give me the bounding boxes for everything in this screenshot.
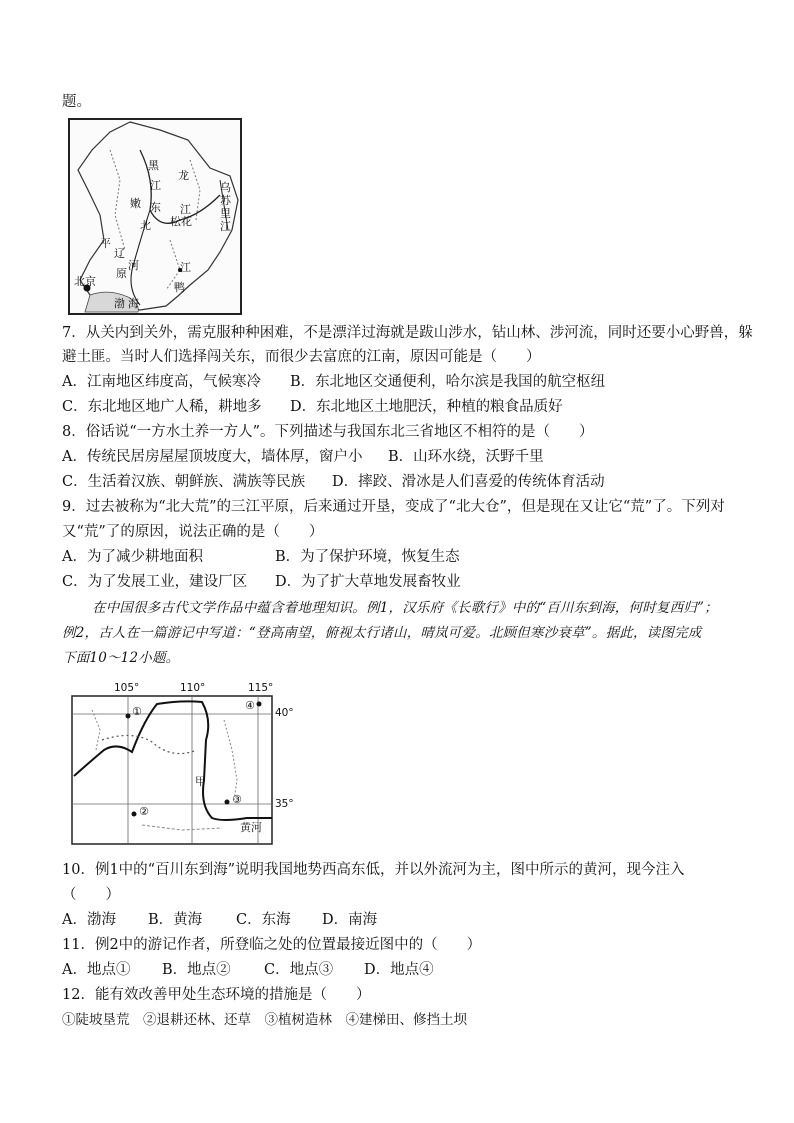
q8-option-c: C．生活着汉族、朝鲜族、满族等民族: [62, 474, 306, 490]
q10-option-d: D．南海: [322, 912, 378, 928]
map1-label: 嫩: [130, 197, 141, 210]
passage-line3: 下面10～12小题。: [62, 650, 180, 666]
q10-stem-line1: 10．例1中的“百川东到海”说明我国地势西高东低，并以外流河为主，图中所示的黄河，现今注入: [62, 862, 685, 878]
q10-option-c: C．东海: [236, 912, 291, 928]
northeast-map: [68, 118, 242, 315]
q12-items: ①陡坡垦荒 ②退耕还林、还草 ③植树造林 ④建梯田、修挡土坝: [62, 1012, 467, 1028]
map1-label: 北京: [74, 275, 96, 288]
q9-option-c: C．为了发展工业，建设厂区: [62, 574, 248, 590]
q11-option-a: A．地点①: [62, 962, 131, 978]
q10-option-a: A．渤海: [62, 912, 116, 928]
map1-label: 江: [150, 179, 161, 192]
map1-label: 辽: [114, 247, 125, 260]
map1-label: 平: [100, 237, 111, 250]
map1-label: 江: [180, 203, 191, 216]
yellow-river-label: 黄河: [240, 821, 262, 834]
q11-stem: 11．例2中的游记作者，所登临之处的位置最接近图中的（ ）: [62, 937, 482, 953]
map1-label: 河: [128, 259, 139, 272]
q10-option-b: B．黄海: [148, 912, 203, 928]
location-3-marker: ③: [232, 793, 242, 806]
longitude-label: 110°: [180, 682, 206, 694]
location-2-marker: ②: [139, 805, 149, 818]
q7-option-a: A．江南地区纬度高，气候寒冷: [62, 374, 261, 390]
map1-label: 龙: [178, 169, 189, 182]
q11-option-d: D．地点④: [364, 962, 434, 978]
longitude-label: 115°: [248, 682, 274, 694]
map1-label: 黑: [148, 159, 159, 172]
q8-option-b: B．山环水绕，沃野千里: [388, 449, 544, 465]
q11-option-b: B．地点②: [162, 962, 231, 978]
q9-option-a: A．为了减少耕地面积: [62, 549, 203, 565]
map1-label: 乌: [220, 181, 231, 194]
q9-stem-line2: 又“荒”了的原因，说法正确的是（ ）: [62, 524, 324, 540]
q11-option-c: C．地点③: [264, 962, 334, 978]
map1-label: 里: [220, 207, 231, 220]
q7-option-c: C．东北地区地广人稀，耕地多: [62, 399, 262, 415]
q7-stem-line1: 7．从关内到关外，需克服种种困难，不是漂洋过海就是跋山涉水，钻山林、涉河流，同时还要小心野兽，躲: [62, 325, 753, 341]
latitude-label: 40°: [275, 707, 294, 719]
q9-option-b: B．为了保护环境，恢复生态: [275, 549, 460, 565]
q7-option-d: D．东北地区土地肥沃，种植的粮食品质好: [290, 399, 563, 415]
passage-line1: 在中国很多古代文学作品中蕴含着地理知识。例1，汉乐府《长歌行》中的“百川东到海，何时复西归”；: [92, 600, 718, 616]
map1-label: 渤: [114, 297, 125, 310]
location-1-marker: ①: [132, 705, 142, 718]
map1-label: 东: [150, 201, 161, 214]
loess-plateau-map: [62, 680, 302, 848]
map1-label: 北: [140, 219, 151, 232]
map1-label: 江: [180, 261, 191, 274]
q12-stem: 12．能有效改善甲处生态环境的措施是（ ）: [62, 987, 371, 1003]
region-jia-label: 甲: [195, 775, 206, 788]
map1-label: 江: [220, 220, 231, 233]
location-4-marker: ④: [245, 699, 255, 712]
latitude-label: 35°: [275, 798, 294, 810]
q8-stem: 8．俗话说“一方水土养一方人”。下列描述与我国东北三省地区不相符的是（ ）: [62, 424, 594, 440]
map1-label: 海: [128, 297, 139, 310]
q8-option-a: A．传统民居房屋屋顶坡度大，墙体厚，窗户小: [62, 449, 363, 465]
map1-label: 鸭: [174, 281, 185, 294]
passage-line2: 例2，古人在一篇游记中写道：“登高南望，俯视太行诸山，晴岚可爱。北顾但寒沙衰草”。据此，读图完成: [62, 625, 702, 641]
map1-label: 松花: [170, 215, 192, 228]
q7-option-b: B．东北地区交通便利，哈尔滨是我国的航空枢纽: [290, 374, 606, 390]
question-fragment: 题。: [62, 94, 91, 110]
map1-label: 原: [116, 267, 127, 280]
longitude-label: 105°: [114, 682, 140, 694]
q8-option-d: D．摔跤、滑冰是人们喜爱的传统体育活动: [332, 474, 605, 490]
loess-map-drawing: [62, 680, 302, 848]
map1-label: 苏: [220, 194, 231, 207]
q9-option-d: D．为了扩大草地发展畜牧业: [275, 574, 461, 590]
q9-stem-line1: 9．过去被称为“北大荒”的三江平原，后来通过开垦，变成了“北大仓”，但是现在又让它“荒”了。下列对: [62, 499, 725, 515]
q10-stem-line2: （ ）: [62, 887, 120, 903]
q7-stem-line2: 避土匪。当时人们选择闯关东，而很少去富庶的江南，原因可能是（ ）: [62, 349, 541, 365]
